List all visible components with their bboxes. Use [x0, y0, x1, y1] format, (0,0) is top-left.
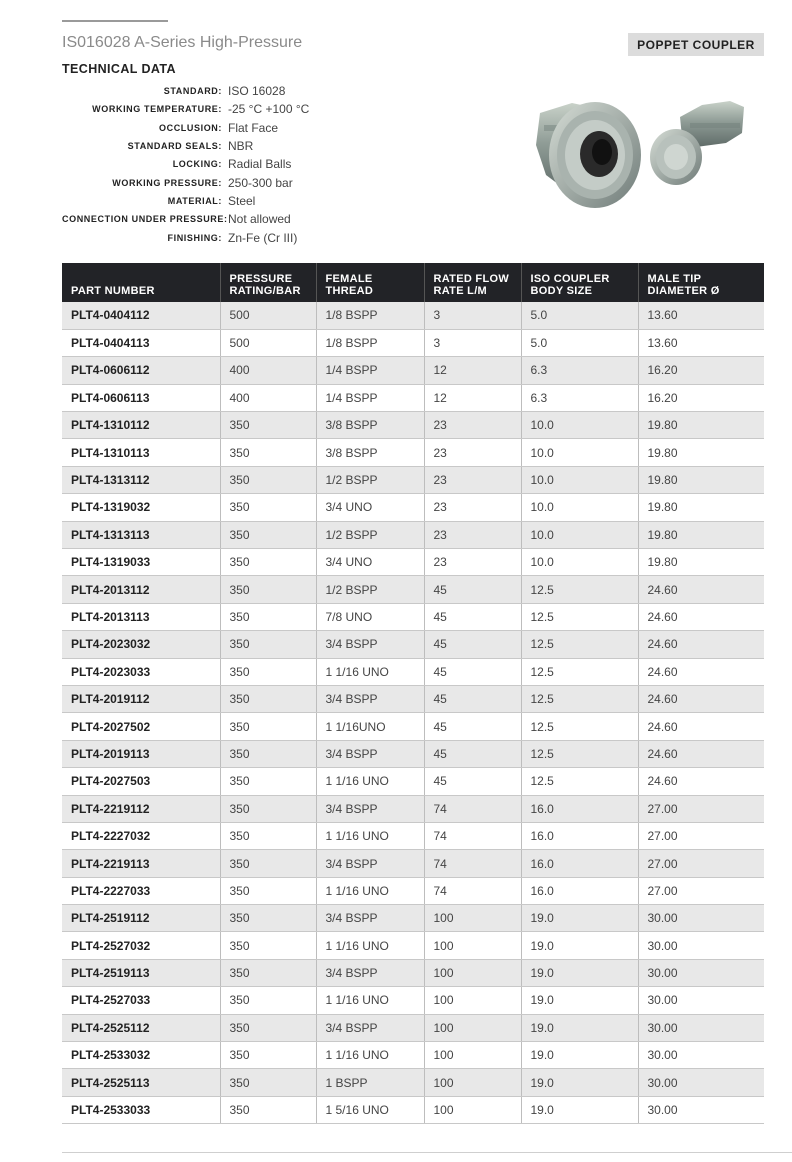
- part-number-cell: PLT4-2525113: [62, 1069, 220, 1096]
- part-number-cell: PLT4-2533033: [62, 1096, 220, 1123]
- tip-diameter-cell: 30.00: [638, 987, 764, 1014]
- body-size-cell: 19.0: [521, 987, 638, 1014]
- tip-diameter-cell: 30.00: [638, 959, 764, 986]
- tip-diameter-cell: 13.60: [638, 302, 764, 329]
- pressure-cell: 350: [220, 877, 316, 904]
- female-thread-cell: 1 1/16UNO: [316, 713, 424, 740]
- tip-diameter-cell: 16.20: [638, 384, 764, 411]
- pressure-cell: 350: [220, 905, 316, 932]
- body-size-cell: 10.0: [521, 412, 638, 439]
- pressure-cell: 500: [220, 302, 316, 329]
- female-thread-cell: 1 1/16 UNO: [316, 987, 424, 1014]
- table-row: [62, 1069, 764, 1096]
- part-number-cell: PLT4-1310113: [62, 439, 220, 466]
- pressure-cell: 350: [220, 521, 316, 548]
- table-row: [62, 631, 764, 658]
- body-size-cell: 12.5: [521, 576, 638, 603]
- flow-rate-cell: 45: [424, 768, 521, 795]
- pressure-cell: 350: [220, 959, 316, 986]
- tip-diameter-cell: 27.00: [638, 877, 764, 904]
- flow-rate-cell: 45: [424, 713, 521, 740]
- flow-rate-cell: 74: [424, 877, 521, 904]
- table-row: [62, 905, 764, 932]
- female-thread-cell: 3/4 BSPP: [316, 740, 424, 767]
- body-size-cell: 19.0: [521, 1096, 638, 1123]
- body-size-cell: 16.0: [521, 822, 638, 849]
- tip-diameter-cell: 30.00: [638, 932, 764, 959]
- tip-diameter-cell: 19.80: [638, 549, 764, 576]
- spec-row: [62, 155, 362, 173]
- body-size-cell: 12.5: [521, 603, 638, 630]
- female-thread-cell: 3/4 BSPP: [316, 1014, 424, 1041]
- body-size-cell: 6.3: [521, 384, 638, 411]
- flow-rate-cell: 23: [424, 439, 521, 466]
- spec-label: STANDARD SEALS:: [127, 141, 222, 152]
- body-size-cell: 12.5: [521, 631, 638, 658]
- flow-rate-cell: 100: [424, 987, 521, 1014]
- pressure-cell: 350: [220, 494, 316, 521]
- female-thread-cell: 1/8 BSPP: [316, 302, 424, 329]
- part-number-cell: PLT4-2527033: [62, 987, 220, 1014]
- part-number-cell: PLT4-2023032: [62, 631, 220, 658]
- body-size-cell: 5.0: [521, 302, 638, 329]
- flow-rate-cell: 3: [424, 329, 521, 356]
- tip-diameter-cell: 30.00: [638, 1014, 764, 1041]
- tip-diameter-cell: 27.00: [638, 795, 764, 822]
- body-size-cell: 19.0: [521, 1014, 638, 1041]
- spec-value: Steel: [228, 193, 256, 208]
- table-row: [62, 740, 764, 767]
- part-number-cell: PLT4-1319032: [62, 494, 220, 521]
- part-number-cell: PLT4-2519112: [62, 905, 220, 932]
- spec-label: STANDARD:: [163, 86, 222, 97]
- spec-row: [62, 228, 362, 246]
- part-number-cell: PLT4-0606113: [62, 384, 220, 411]
- female-thread-cell: 1 1/16 UNO: [316, 768, 424, 795]
- table-row: [62, 713, 764, 740]
- col-header-pressure: PRESSURE RATING/BAR: [220, 263, 316, 302]
- flow-rate-cell: 45: [424, 685, 521, 712]
- page-title: IS016028 A-Series High-Pressure: [62, 34, 303, 51]
- female-thread-cell: 3/4 BSPP: [316, 959, 424, 986]
- female-thread-cell: 1 1/16 UNO: [316, 658, 424, 685]
- table-row: [62, 576, 764, 603]
- part-number-cell: PLT4-1310112: [62, 412, 220, 439]
- female-thread-cell: 1/2 BSPP: [316, 521, 424, 548]
- pressure-cell: 350: [220, 1069, 316, 1096]
- table-row: [62, 1096, 764, 1123]
- col-header-tip-diameter: MALE TIP DIAMETER Ø: [638, 263, 764, 302]
- flow-rate-cell: 45: [424, 631, 521, 658]
- flow-rate-cell: 45: [424, 576, 521, 603]
- pressure-cell: 350: [220, 822, 316, 849]
- body-size-cell: 19.0: [521, 1042, 638, 1069]
- body-size-cell: 12.5: [521, 740, 638, 767]
- flow-rate-cell: 100: [424, 1042, 521, 1069]
- table-row: [62, 384, 764, 411]
- table-row: [62, 329, 764, 356]
- part-number-cell: PLT4-2227032: [62, 822, 220, 849]
- female-thread-cell: 3/4 BSPP: [316, 850, 424, 877]
- part-number-cell: PLT4-2527032: [62, 932, 220, 959]
- female-thread-cell: 1 1/16 UNO: [316, 932, 424, 959]
- part-number-cell: PLT4-2019113: [62, 740, 220, 767]
- spec-label: CONNECTION UNDER PRESSURE:: [62, 214, 228, 225]
- pressure-cell: 350: [220, 850, 316, 877]
- spec-label: FINISHING:: [167, 232, 222, 243]
- part-number-cell: PLT4-2533032: [62, 1042, 220, 1069]
- pressure-cell: 350: [220, 658, 316, 685]
- table-row: [62, 302, 764, 329]
- spec-label: LOCKING:: [172, 159, 222, 170]
- pressure-cell: 350: [220, 412, 316, 439]
- spec-value: Flat Face: [228, 120, 279, 135]
- female-thread-cell: 1 1/16 UNO: [316, 1042, 424, 1069]
- spec-value: Zn-Fe (Cr III): [228, 230, 298, 245]
- technical-data-heading: TECHNICAL DATA: [62, 62, 176, 76]
- flow-rate-cell: 74: [424, 822, 521, 849]
- pressure-cell: 350: [220, 1014, 316, 1041]
- female-thread-cell: 3/4 BSPP: [316, 905, 424, 932]
- part-number-cell: PLT4-0606112: [62, 357, 220, 384]
- spec-value: -25 °C +100 °C: [228, 102, 310, 117]
- body-size-cell: 16.0: [521, 850, 638, 877]
- female-thread-cell: 1/4 BSPP: [316, 384, 424, 411]
- table-row: [62, 932, 764, 959]
- part-number-cell: PLT4-2019112: [62, 685, 220, 712]
- flow-rate-cell: 23: [424, 494, 521, 521]
- pressure-cell: 350: [220, 631, 316, 658]
- female-thread-cell: 3/4 UNO: [316, 549, 424, 576]
- spec-label: WORKING PRESSURE:: [112, 177, 222, 188]
- spec-label: OCCLUSION:: [159, 122, 222, 133]
- col-header-flow-rate: RATED FLOW RATE L/M: [424, 263, 521, 302]
- flow-rate-cell: 45: [424, 740, 521, 767]
- col-header-female-thread: FEMALE THREAD: [316, 263, 424, 302]
- pressure-cell: 350: [220, 1042, 316, 1069]
- table-row: [62, 658, 764, 685]
- table-row: [62, 1014, 764, 1041]
- pressure-cell: 350: [220, 932, 316, 959]
- body-size-cell: 5.0: [521, 329, 638, 356]
- table-row: [62, 357, 764, 384]
- body-size-cell: 10.0: [521, 466, 638, 493]
- table-row: [62, 466, 764, 493]
- body-size-cell: 12.5: [521, 713, 638, 740]
- female-thread-cell: 1 5/16 UNO: [316, 1096, 424, 1123]
- table-row: [62, 877, 764, 904]
- flow-rate-cell: 45: [424, 603, 521, 630]
- female-thread-cell: 1 1/16 UNO: [316, 822, 424, 849]
- flow-rate-cell: 100: [424, 932, 521, 959]
- tip-diameter-cell: 19.80: [638, 439, 764, 466]
- pressure-cell: 350: [220, 795, 316, 822]
- table-row: [62, 850, 764, 877]
- spec-row: [62, 137, 362, 155]
- part-number-cell: PLT4-2219113: [62, 850, 220, 877]
- flow-rate-cell: 12: [424, 357, 521, 384]
- tip-diameter-cell: 19.80: [638, 521, 764, 548]
- pressure-cell: 500: [220, 329, 316, 356]
- table-row: [62, 768, 764, 795]
- pressure-cell: 400: [220, 357, 316, 384]
- flow-rate-cell: 100: [424, 959, 521, 986]
- spec-row: [62, 119, 362, 137]
- part-number-cell: PLT4-1313112: [62, 466, 220, 493]
- female-thread-cell: 1/4 BSPP: [316, 357, 424, 384]
- table-row: [62, 959, 764, 986]
- tip-diameter-cell: 16.20: [638, 357, 764, 384]
- body-size-cell: 16.0: [521, 877, 638, 904]
- tip-diameter-cell: 19.80: [638, 412, 764, 439]
- pressure-cell: 400: [220, 384, 316, 411]
- tip-diameter-cell: 24.60: [638, 658, 764, 685]
- tip-diameter-cell: 19.80: [638, 494, 764, 521]
- table-row: [62, 822, 764, 849]
- tip-diameter-cell: 30.00: [638, 1096, 764, 1123]
- part-number-cell: PLT4-2519113: [62, 959, 220, 986]
- table-row: [62, 795, 764, 822]
- body-size-cell: 12.5: [521, 768, 638, 795]
- spec-value: Radial Balls: [228, 157, 292, 172]
- part-number-cell: PLT4-1319033: [62, 549, 220, 576]
- spec-value: 250-300 bar: [228, 175, 293, 190]
- table-row: [62, 1042, 764, 1069]
- category-badge: POPPET COUPLER: [628, 33, 764, 56]
- table-row: [62, 439, 764, 466]
- flow-rate-cell: 100: [424, 1096, 521, 1123]
- poppet-coupler-photo: [530, 95, 765, 220]
- pressure-cell: 350: [220, 466, 316, 493]
- tip-diameter-cell: 30.00: [638, 1069, 764, 1096]
- table-row: [62, 521, 764, 548]
- pressure-cell: 350: [220, 1096, 316, 1123]
- col-header-body-size: ISO COUPLER BODY SIZE: [521, 263, 638, 302]
- flow-rate-cell: 45: [424, 658, 521, 685]
- body-size-cell: 19.0: [521, 905, 638, 932]
- pressure-cell: 350: [220, 685, 316, 712]
- tip-diameter-cell: 24.60: [638, 768, 764, 795]
- body-size-cell: 16.0: [521, 795, 638, 822]
- body-size-cell: 6.3: [521, 357, 638, 384]
- part-number-cell: PLT4-1313113: [62, 521, 220, 548]
- tip-diameter-cell: 24.60: [638, 685, 764, 712]
- body-size-cell: 19.0: [521, 932, 638, 959]
- part-number-cell: PLT4-2027502: [62, 713, 220, 740]
- spec-row: [62, 82, 362, 100]
- body-size-cell: 10.0: [521, 549, 638, 576]
- female-thread-cell: 3/8 BSPP: [316, 412, 424, 439]
- part-number-cell: PLT4-2227033: [62, 877, 220, 904]
- female-thread-cell: 3/4 UNO: [316, 494, 424, 521]
- flow-rate-cell: 100: [424, 905, 521, 932]
- female-thread-cell: 3/4 BSPP: [316, 685, 424, 712]
- flow-rate-cell: 100: [424, 1014, 521, 1041]
- table-row: [62, 685, 764, 712]
- female-thread-cell: 3/4 BSPP: [316, 795, 424, 822]
- part-number-cell: PLT4-2013113: [62, 603, 220, 630]
- table-row: [62, 987, 764, 1014]
- pressure-cell: 350: [220, 740, 316, 767]
- pressure-cell: 350: [220, 549, 316, 576]
- pressure-cell: 350: [220, 768, 316, 795]
- body-size-cell: 19.0: [521, 1069, 638, 1096]
- bottom-divider: [62, 1152, 792, 1153]
- table-row: [62, 603, 764, 630]
- pressure-cell: 350: [220, 713, 316, 740]
- tip-diameter-cell: 24.60: [638, 713, 764, 740]
- flow-rate-cell: 23: [424, 521, 521, 548]
- spec-value: ISO 16028: [228, 84, 286, 99]
- pressure-cell: 350: [220, 987, 316, 1014]
- spec-value: NBR: [228, 139, 254, 154]
- tip-diameter-cell: 24.60: [638, 631, 764, 658]
- part-number-cell: PLT4-2013112: [62, 576, 220, 603]
- body-size-cell: 10.0: [521, 521, 638, 548]
- body-size-cell: 10.0: [521, 494, 638, 521]
- flow-rate-cell: 100: [424, 1069, 521, 1096]
- table-header-row: [62, 263, 764, 302]
- tip-diameter-cell: 27.00: [638, 850, 764, 877]
- flow-rate-cell: 3: [424, 302, 521, 329]
- tip-diameter-cell: 27.00: [638, 822, 764, 849]
- female-thread-cell: 3/8 BSPP: [316, 439, 424, 466]
- spec-row: [62, 173, 362, 191]
- pressure-cell: 350: [220, 603, 316, 630]
- part-number-cell: PLT4-2027503: [62, 768, 220, 795]
- pressure-cell: 350: [220, 439, 316, 466]
- female-thread-cell: 1/2 BSPP: [316, 466, 424, 493]
- table-row: [62, 412, 764, 439]
- spec-value: Not allowed: [228, 212, 291, 227]
- female-thread-cell: 1/2 BSPP: [316, 576, 424, 603]
- tip-diameter-cell: 19.80: [638, 466, 764, 493]
- female-thread-cell: 1 1/16 UNO: [316, 877, 424, 904]
- body-size-cell: 12.5: [521, 658, 638, 685]
- spec-row: [62, 210, 362, 228]
- pressure-cell: 350: [220, 576, 316, 603]
- part-number-cell: PLT4-0404112: [62, 302, 220, 329]
- tip-diameter-cell: 30.00: [638, 905, 764, 932]
- tip-diameter-cell: 24.60: [638, 740, 764, 767]
- female-thread-cell: 1/8 BSPP: [316, 329, 424, 356]
- female-thread-cell: 7/8 UNO: [316, 603, 424, 630]
- flow-rate-cell: 12: [424, 384, 521, 411]
- part-number-cell: PLT4-2219112: [62, 795, 220, 822]
- table-row: [62, 549, 764, 576]
- part-number-cell: PLT4-2525112: [62, 1014, 220, 1041]
- body-size-cell: 19.0: [521, 959, 638, 986]
- spec-row: [62, 100, 362, 118]
- spec-row: [62, 192, 362, 210]
- flow-rate-cell: 74: [424, 850, 521, 877]
- part-number-cell: PLT4-0404113: [62, 329, 220, 356]
- spec-label: WORKING TEMPERATURE:: [92, 104, 222, 115]
- parts-table: [62, 263, 764, 1124]
- body-size-cell: 10.0: [521, 439, 638, 466]
- female-thread-cell: 1 BSPP: [316, 1069, 424, 1096]
- flow-rate-cell: 74: [424, 795, 521, 822]
- flow-rate-cell: 23: [424, 549, 521, 576]
- technical-data-list: [62, 82, 362, 247]
- tip-diameter-cell: 30.00: [638, 1042, 764, 1069]
- tip-diameter-cell: 24.60: [638, 576, 764, 603]
- part-number-cell: PLT4-2023033: [62, 658, 220, 685]
- tip-diameter-cell: 24.60: [638, 603, 764, 630]
- tip-diameter-cell: 13.60: [638, 329, 764, 356]
- top-divider: [62, 20, 168, 22]
- table-row: [62, 494, 764, 521]
- flow-rate-cell: 23: [424, 466, 521, 493]
- flow-rate-cell: 23: [424, 412, 521, 439]
- body-size-cell: 12.5: [521, 685, 638, 712]
- female-thread-cell: 3/4 BSPP: [316, 631, 424, 658]
- spec-label: MATERIAL:: [167, 195, 222, 206]
- col-header-part-number: PART NUMBER: [62, 263, 220, 302]
